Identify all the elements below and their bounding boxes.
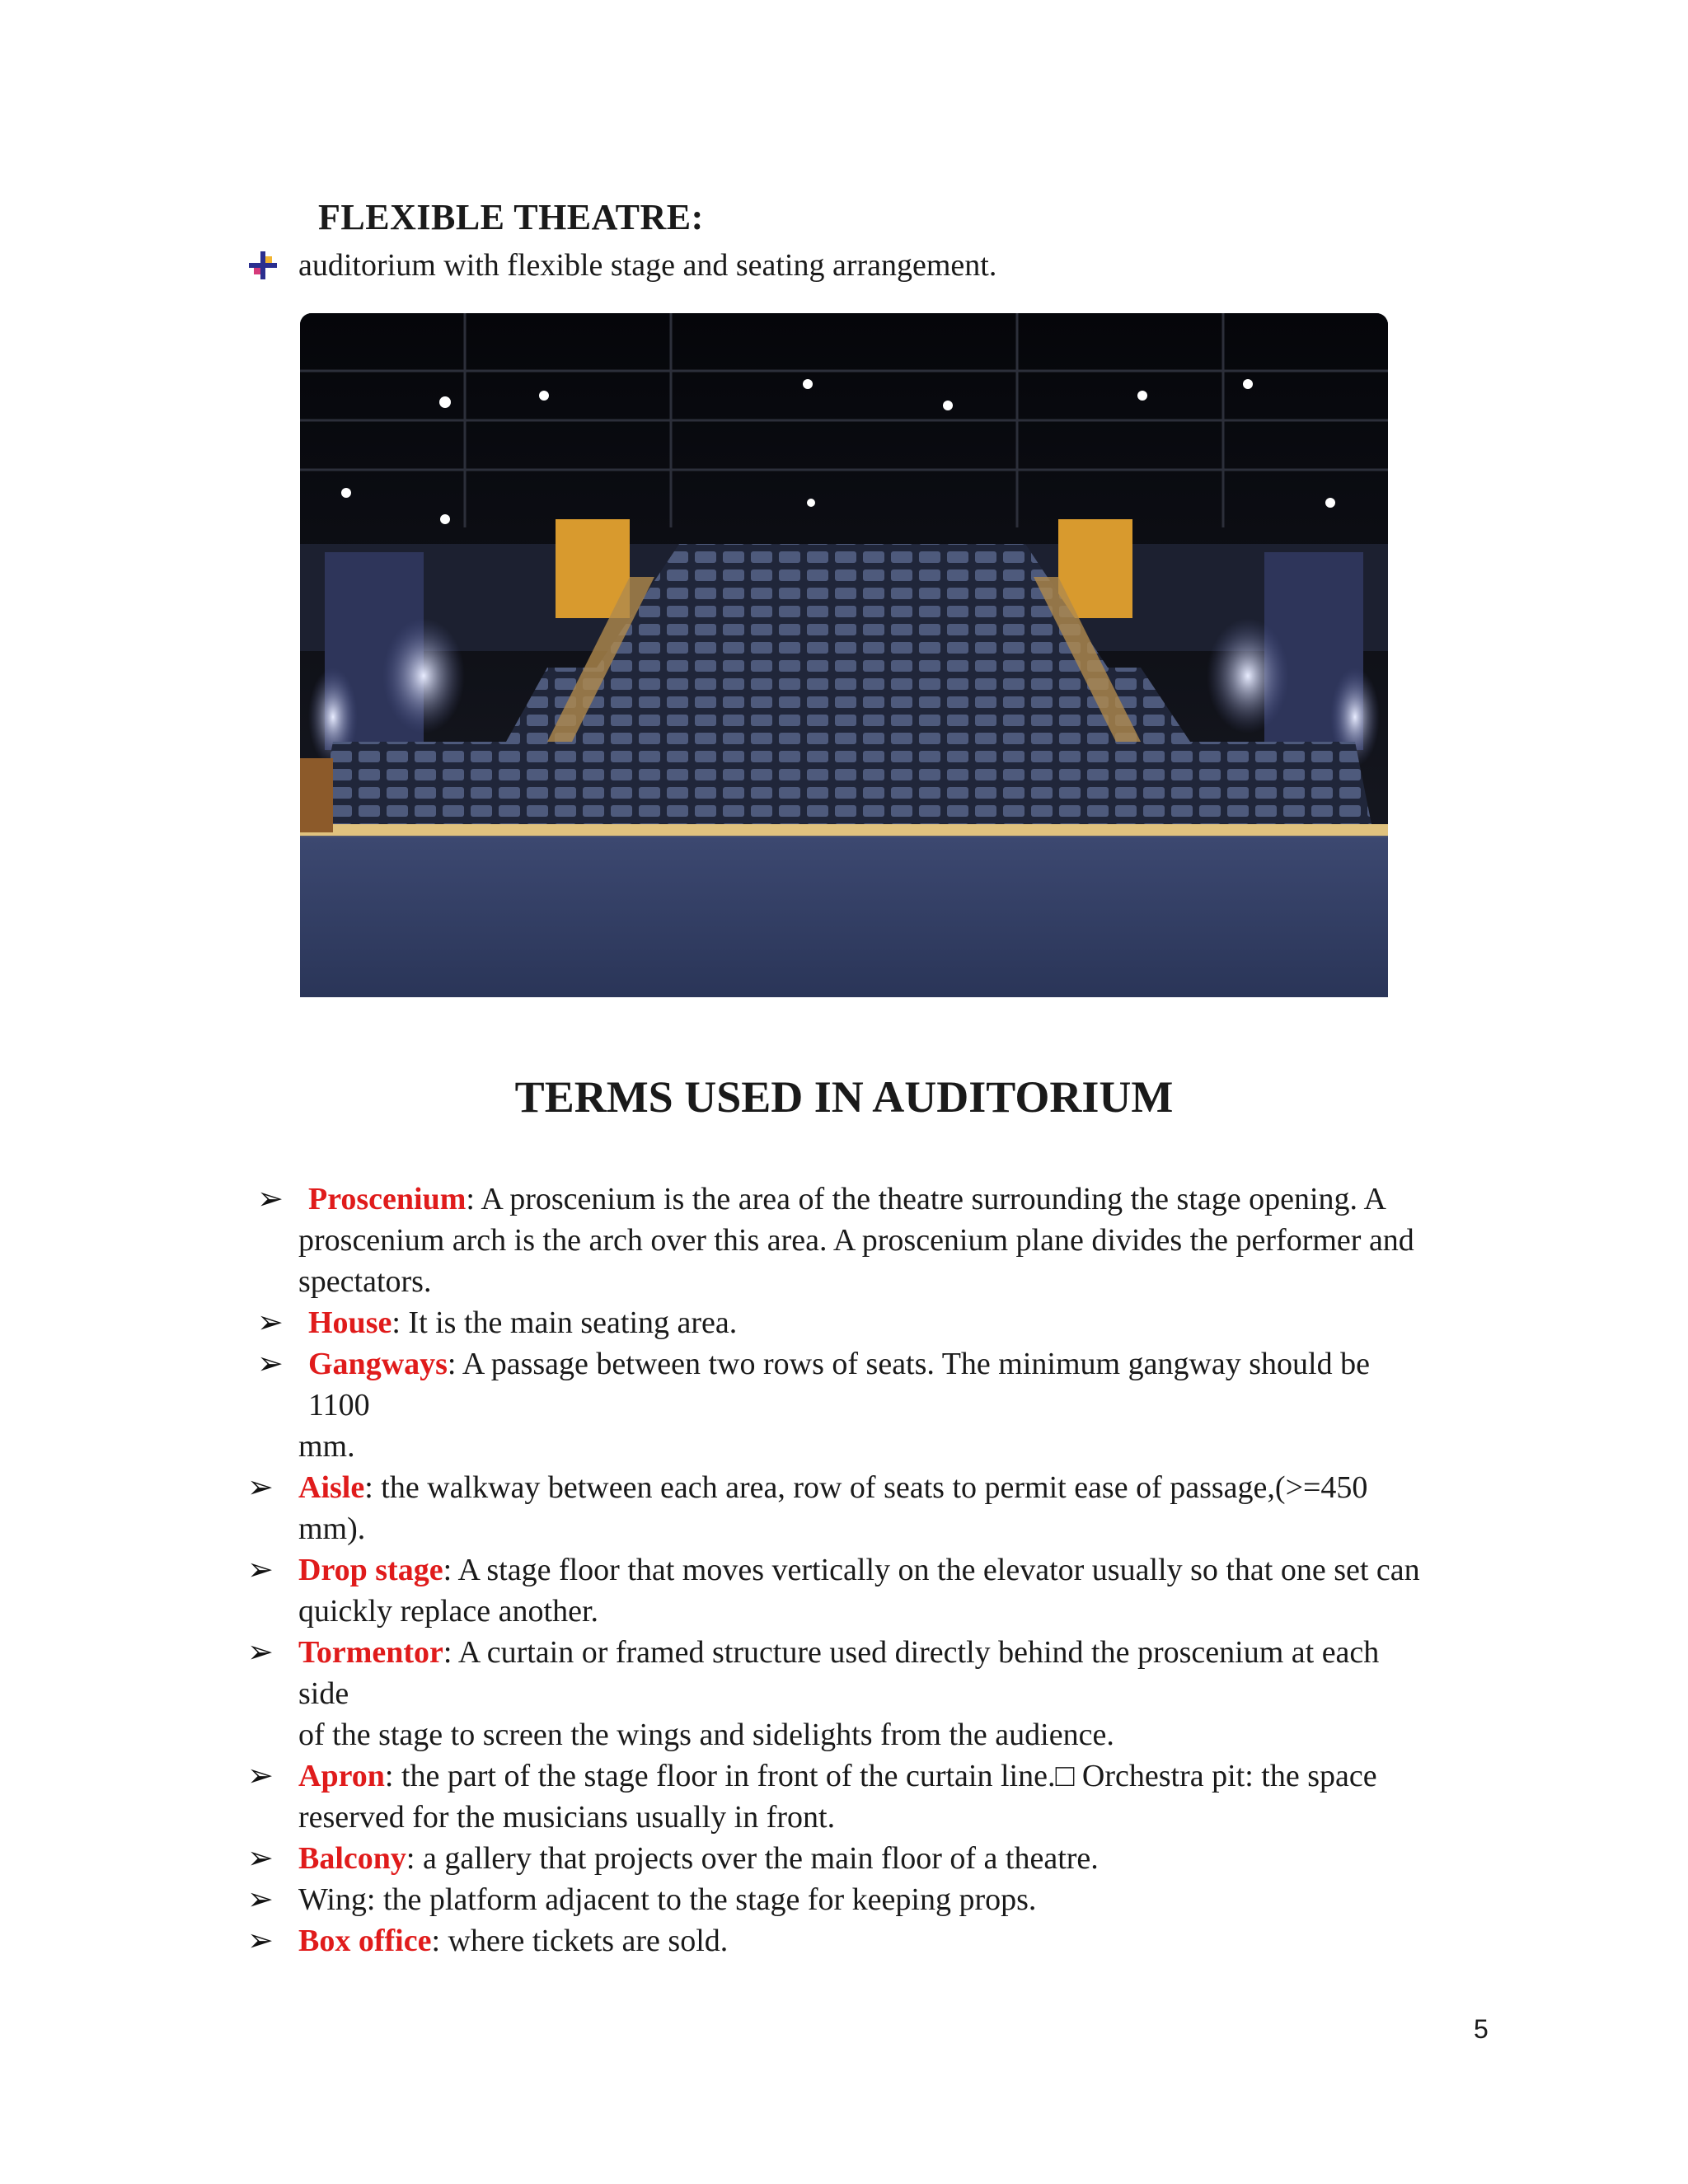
term-label: Drop stage bbox=[298, 1553, 443, 1587]
term-label: Balcony bbox=[298, 1841, 406, 1876]
list-item: ➢ Wing: the platform adjacent to the stage for keeping props. bbox=[247, 1879, 1517, 1920]
list-item: ➢ Gangways: A passage between two rows of seats. The minimum gangway should be 1100 mm. bbox=[247, 1343, 1517, 1467]
arrow-bullet-icon: ➢ bbox=[247, 1470, 274, 1505]
section-bullet-text: auditorium with flexible stage and seating arrangement. bbox=[298, 248, 997, 283]
list-item: ➢ Aisle: the walkway between each area, row of seats to permit ease of passage,(>=450 mm). bbox=[247, 1467, 1517, 1549]
term-label: Tormentor bbox=[298, 1635, 443, 1670]
term-label: Box office bbox=[298, 1924, 432, 1958]
arrow-bullet-icon: ➢ bbox=[247, 1924, 274, 1958]
arrow-bullet-icon: ➢ bbox=[247, 1635, 274, 1670]
list-item: ➢ Apron: the part of the stage floor in front of the curtain line.□ Orchestra pit: the space reserved for the musicians usually in front. bbox=[247, 1755, 1517, 1838]
terms-list bbox=[247, 1179, 1517, 1961]
section-bullet bbox=[247, 247, 996, 284]
term-label: Gangways bbox=[308, 1347, 448, 1381]
section-heading: FLEXIBLE THEATRE: bbox=[318, 197, 704, 237]
plus-bullet-icon bbox=[247, 250, 279, 281]
auditorium-photo bbox=[300, 313, 1388, 997]
list-item: ➢ Balcony: a gallery that projects over the main floor of a theatre. bbox=[247, 1838, 1517, 1879]
term-label: House bbox=[308, 1305, 392, 1340]
term-label: Proscenium bbox=[308, 1182, 467, 1216]
arrow-bullet-icon: ➢ bbox=[257, 1347, 284, 1381]
arrow-bullet-icon: ➢ bbox=[247, 1882, 274, 1917]
list-item: ➢ Proscenium: A proscenium is the area of the theatre surrounding the stage opening. A proscenium arch is the arch over this area. A proscenium plane divides the performer and spectators. bbox=[247, 1179, 1517, 1302]
list-item: ➢ Box office: where tickets are sold. bbox=[247, 1920, 1517, 1961]
page-number: 5 bbox=[1474, 2014, 1489, 2044]
list-item: ➢ House: It is the main seating area. bbox=[247, 1302, 1517, 1343]
list-item: ➢ Drop stage: A stage floor that moves vertically on the elevator usually so that one set can quickly replace another. bbox=[247, 1549, 1517, 1632]
arrow-bullet-icon: ➢ bbox=[247, 1841, 274, 1876]
list-item: ➢ Tormentor: A curtain or framed structure used directly behind the proscenium at each side of the stage to screen the wings and sidelights from the audience. bbox=[247, 1632, 1517, 1755]
arrow-bullet-icon: ➢ bbox=[247, 1553, 274, 1587]
terms-title: TERMS USED IN AUDITORIUM bbox=[514, 1072, 1174, 1122]
arrow-bullet-icon: ➢ bbox=[257, 1305, 284, 1340]
arrow-bullet-icon: ➢ bbox=[247, 1759, 274, 1793]
arrow-bullet-icon: ➢ bbox=[257, 1182, 284, 1216]
term-label: Apron bbox=[298, 1759, 385, 1793]
term-label: Aisle bbox=[298, 1470, 365, 1505]
